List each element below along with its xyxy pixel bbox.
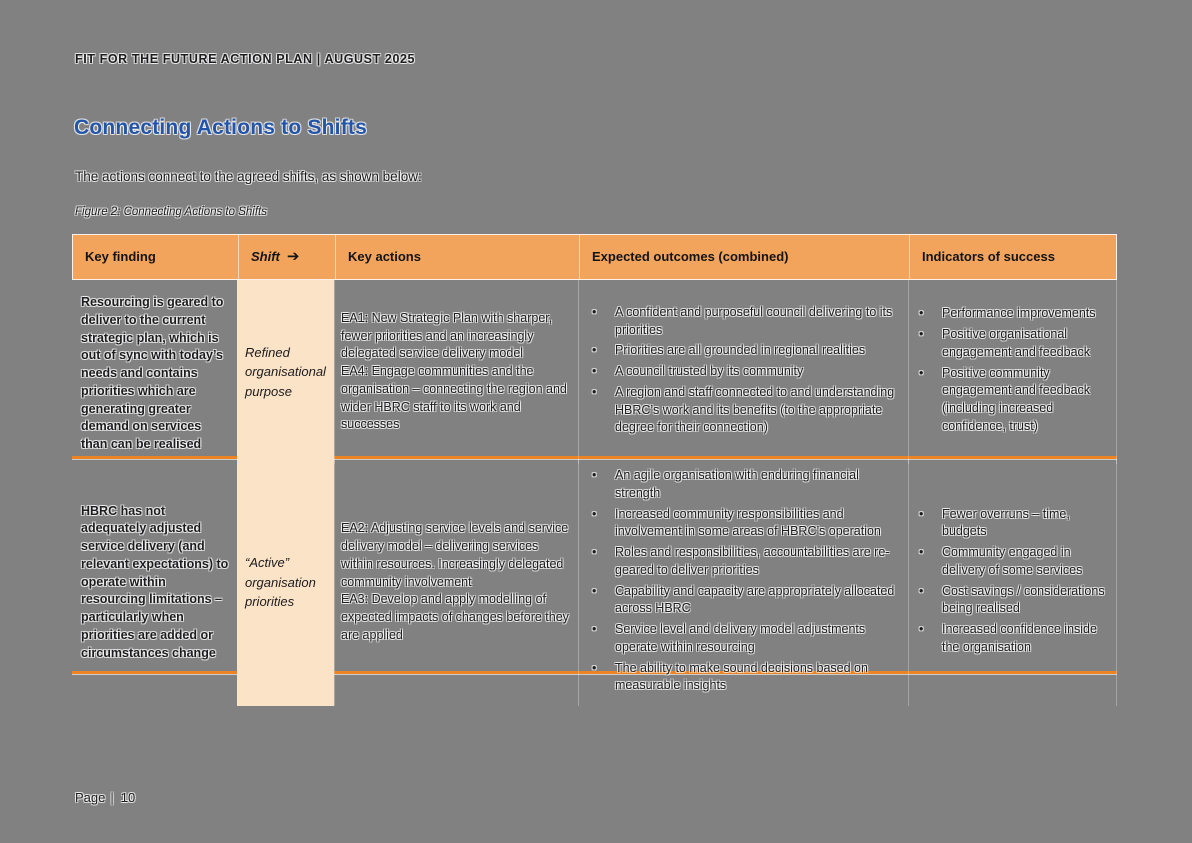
list-item: EA1: New Strategic Plan with sharper, fewer priorities and an increasingly delegated service delivery model xyxy=(341,310,553,361)
key-actions-list xyxy=(341,310,572,434)
list-item: • A council trusted by its community xyxy=(585,363,902,381)
list-item: • A region and staff connected to and understanding HBRC’s work and its benefits (to the appropriate degree for their connection) xyxy=(585,384,902,437)
intro-text: The actions connect to the agreed shifts, as shown below: xyxy=(75,169,422,184)
column-header-indicators: Indicators of success xyxy=(909,235,1118,279)
expected-outcomes-list xyxy=(585,467,902,698)
list-item: • Community engaged in delivery of some services xyxy=(915,544,1110,580)
list-item: • Positive community engagement and feedback (including increased confidence, trust) xyxy=(915,365,1110,436)
expected-outcomes-cell xyxy=(578,280,908,464)
indicators-list xyxy=(915,305,1110,438)
indicators-cell xyxy=(908,280,1117,464)
page-title: Connecting Actions to Shifts xyxy=(74,116,367,139)
key-finding-cell: HBRC has not adequately adjusted service delivery (and relevant expectations) to operate within resourcing limitations – particularly when priorities are added or circumstances change xyxy=(81,503,229,660)
shift-header-label: Shift xyxy=(251,248,280,264)
list-item: • Positive organisational engagement and feedback xyxy=(915,326,1110,362)
expected-outcomes-cell xyxy=(578,459,908,706)
list-item: • Priorities are all grounded in regional realities xyxy=(585,342,902,360)
right-arrow-icon: ➔ xyxy=(286,247,300,265)
actions-shifts-table xyxy=(72,234,1117,693)
key-actions-cell xyxy=(334,280,578,464)
list-item: EA4: Engage communities and the organisation – connecting the region and wider HBRC staff to its work and successes xyxy=(341,364,567,432)
expected-outcomes-list xyxy=(585,304,902,440)
list-item: • Service level and delivery model adjustments operate within resourcing xyxy=(585,621,902,657)
figure-caption: Figure 2: Connecting Actions to Shifts xyxy=(75,206,267,218)
shift-cell xyxy=(237,459,334,706)
list-item: • Increased community responsibilities and involvement in some areas of HBRC’s operation xyxy=(585,506,902,542)
list-item: • Performance improvements xyxy=(915,305,1110,323)
list-item: EA2: Adjusting service levels and service delivery model – delivering services within resources. Increasingly delegated community involvement xyxy=(341,521,569,589)
list-item: • Capability and capacity are appropriately allocated across HBRC xyxy=(585,583,902,619)
list-item: EA3: Develop and apply modelling of expected impacts of changes before they are applied xyxy=(341,592,569,642)
list-item: • Roles and responsibilities, accountabilities are re-geared to deliver priorities xyxy=(585,544,902,580)
table-header-row xyxy=(72,234,1117,280)
list-item: • The ability to make sound decisions based on measurable insights xyxy=(585,660,902,696)
document-header: FIT FOR THE FUTURE ACTION PLAN | AUGUST 2025 xyxy=(75,52,416,66)
table-row-resourcing xyxy=(72,280,1117,459)
column-header-key-finding: Key finding xyxy=(85,248,156,264)
footer-separator: | xyxy=(110,790,114,805)
page-footer xyxy=(75,790,135,805)
shift-text: “Active” organisation priorities xyxy=(245,555,316,610)
list-item: • A confident and purposeful council delivering to its priorities xyxy=(585,304,902,340)
indicators-list xyxy=(915,506,1110,660)
shift-text: Refined organisational purpose xyxy=(245,344,326,399)
footer-label: Page xyxy=(75,790,106,805)
table-row-service-delivery xyxy=(72,459,1117,693)
list-item: • Cost savings / considerations being realised xyxy=(915,583,1110,619)
page-number: 10 xyxy=(120,790,136,805)
shift-cell xyxy=(237,280,334,464)
list-item: • Increased confidence inside the organisation xyxy=(915,621,1110,657)
column-header-key-actions: Key actions xyxy=(335,235,579,279)
column-header-expected-outcomes: Expected outcomes (combined) xyxy=(579,235,909,279)
key-actions-list xyxy=(341,520,572,644)
indicators-cell xyxy=(908,459,1117,706)
key-actions-cell xyxy=(334,459,578,706)
list-item: • Fewer overruns – time, budgets xyxy=(915,506,1110,542)
column-header-shift xyxy=(238,235,335,279)
list-item: • An agile organisation with enduring financial strength xyxy=(585,467,902,503)
key-finding-cell: Resourcing is geared to deliver to the current strategic plan, which is out of sync with today’s needs and contains priorities which are generating greater demand on services than can be realised xyxy=(81,295,224,451)
